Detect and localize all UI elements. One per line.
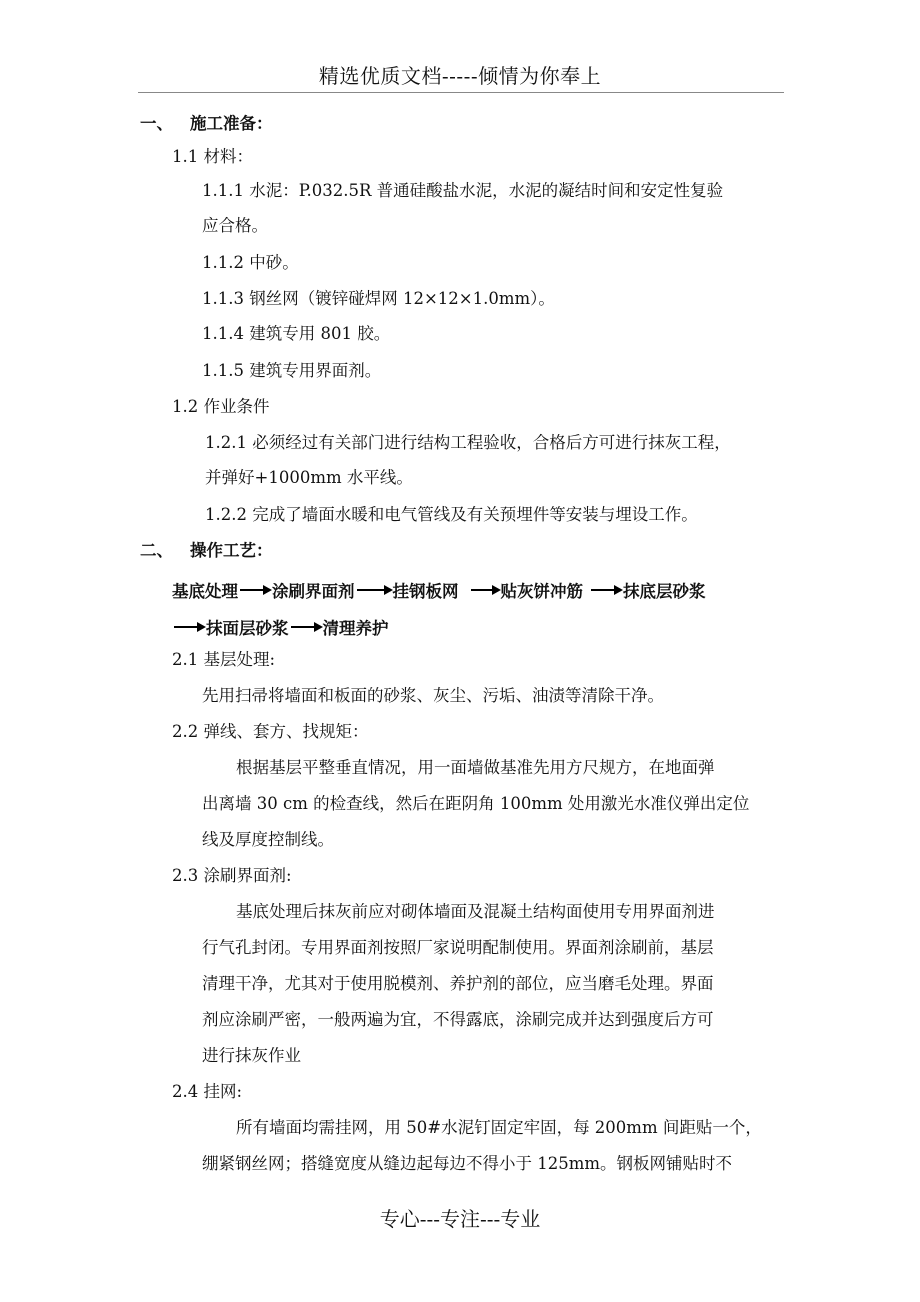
item-1-1-1-line2: 应合格。 (202, 216, 268, 235)
subsection-1-2: 1.2 作业条件 (172, 397, 270, 416)
flow-step-4: 贴灰饼冲筋 (500, 582, 583, 601)
process-flow-row1 (172, 578, 706, 602)
flow-step-5: 抹底层砂浆 (623, 582, 706, 601)
flow-step-1: 基底处理 (172, 582, 238, 601)
item-1-1-2: 1.1.2 中砂。 (202, 253, 299, 272)
item-1-1-3: 1.1.3 钢丝网（镀锌碰焊网 12×12×1.0mm）。 (202, 289, 555, 308)
para-2-3-line3: 清理干净，尤其对于使用脱模剂、养护剂的部位，应当磨毛处理。界面 (202, 974, 714, 993)
subsection-2-1: 2.1 基层处理: (172, 650, 276, 669)
item-1-2-1-line2: 并弹好+1000mm 水平线。 (205, 468, 413, 487)
flow-step-3: 挂钢板网 (392, 582, 459, 601)
flow-step-2: 涂刷界面剂 (272, 582, 355, 601)
flow-arrow-icon (174, 626, 204, 628)
process-flow-row2 (172, 615, 389, 639)
para-2-2-line2: 出离墙 30 cm 的检查线，然后在距阴角 100mm 处用激光水准仪弹出定位 (202, 794, 750, 813)
section2-number: 二、 (140, 541, 173, 560)
para-2-3-line1: 基底处理后抹灰前应对砌体墙面及混凝土结构面使用专用界面剂进 (236, 902, 715, 921)
item-1-1-4: 1.1.4 建筑专用 801 胶。 (202, 324, 391, 343)
flow-arrow-icon (240, 589, 270, 591)
para-2-4-line1: 所有墙面均需挂网，用 50#水泥钉固定牢固，每 200mm 间距贴一个， (236, 1118, 762, 1137)
para-2-4-line2: 绷紧钢丝网；搭缝宽度从缝边起每边不得小于 125mm。钢板网铺贴时不 (202, 1154, 733, 1173)
page-header: 精选优质文档-----倾情为你奉上 (318, 64, 602, 88)
flow-arrow-icon (591, 589, 621, 591)
para-2-2-line1: 根据基层平整垂直情况，用一面墙做基准先用方尺规方，在地面弹 (236, 758, 715, 777)
flow-arrow-icon (471, 589, 499, 591)
page-footer: 专心---专注---专业 (379, 1207, 541, 1231)
subsection-2-2: 2.2 弹线、套方、找规矩： (172, 722, 369, 741)
para-2-3-line2: 行气孔封闭。专用界面剂按照厂家说明配制使用。界面剂涂刷前，基层 (202, 938, 714, 957)
flow-arrow-icon (291, 626, 321, 628)
section2-title: 操作工艺： (190, 541, 273, 560)
item-1-2-1-line1: 1.2.1 必须经过有关部门进行结构工程验收，合格后方可进行抹灰工程， (205, 433, 731, 452)
subsection-1-1: 1.1 材料： (172, 147, 253, 166)
para-2-2-line3: 线及厚度控制线。 (202, 830, 334, 849)
flow-arrow-icon (357, 589, 391, 591)
flow-step-7: 清理养护 (322, 619, 389, 638)
para-2-1: 先用扫帚将墙面和板面的砂浆、灰尘、污垢、油渍等清除干净。 (202, 686, 664, 705)
item-1-2-2: 1.2.2 完成了墙面水暖和电气管线及有关预埋件等安装与埋设工作。 (205, 505, 698, 524)
para-2-3-line4: 剂应涂刷严密，一般两遍为宜，不得露底，涂刷完成并达到强度后方可 (202, 1010, 714, 1029)
para-2-3-line5: 进行抹灰作业 (202, 1046, 301, 1065)
item-1-1-1-line1: 1.1.1 水泥：P.032.5R 普通硅酸盐水泥，水泥的凝结时间和安定性复验 (202, 181, 724, 200)
item-1-1-5: 1.1.5 建筑专用界面剂。 (202, 361, 382, 380)
header-divider (138, 92, 784, 93)
section1-title: 施工准备： (190, 114, 273, 133)
section1-number: 一、 (140, 114, 173, 133)
subsection-2-3: 2.3 涂刷界面剂: (172, 866, 292, 885)
subsection-2-4: 2.4 挂网: (172, 1082, 243, 1101)
flow-step-6: 抹面层砂浆 (206, 619, 289, 638)
